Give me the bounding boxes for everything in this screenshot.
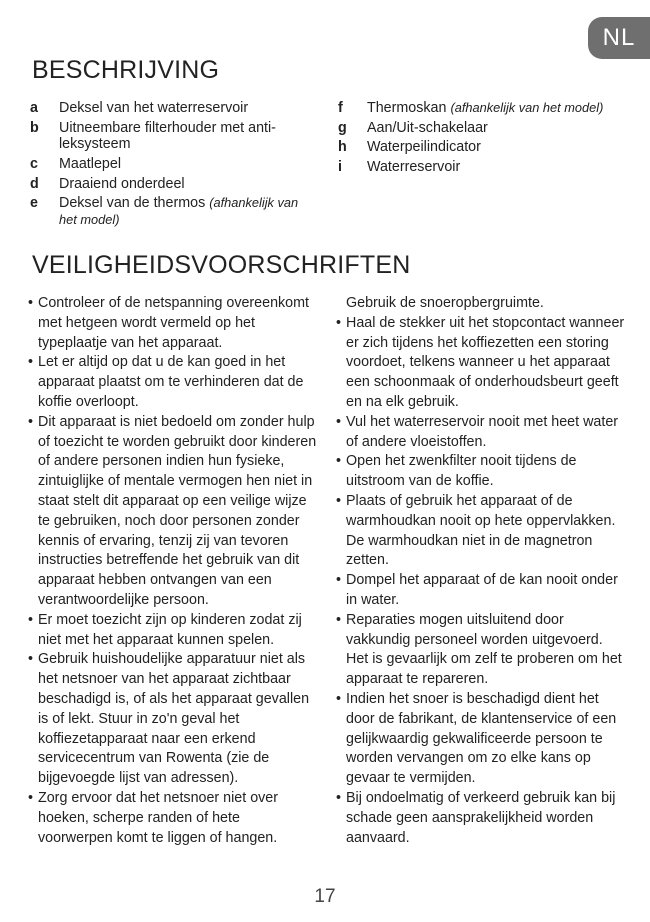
part-item xyxy=(338,159,638,176)
safety-instruction: • Controleer of de netspanning overeenkomt met hetgeen wordt vermeld op het typeplaatje van het apparaat. xyxy=(28,294,318,353)
safety-instruction: • Vul het waterreservoir nooit met heet water of andere vloeistoffen. xyxy=(336,413,628,453)
safety-instruction: • Let er altijd op dat u de kan goed in het apparaat plaatst om te verhinderen dat de koffie overloopt. xyxy=(28,353,318,412)
part-name: Draaiend onderdeel xyxy=(59,175,185,192)
safety-list-right xyxy=(336,294,628,848)
safety-instruction: • Indien het snoer is beschadigd dient het door de fabrikant, de klantenservice of een gelijkwaardig gekwalificeerde persoon te worden vervangen om zo elke kans op gevaar te vermijden. xyxy=(336,690,628,789)
part-item xyxy=(30,100,310,117)
part-letter: b xyxy=(30,119,39,136)
safety-instruction: • Haal de stekker uit het stopcontact wanneer er zich tijdens het koffiezetten een storing voordoet, telkens wanneer u het apparaat een schoonmaak of onderhoudsbeurt geeft en na elk gebruik. xyxy=(336,314,628,413)
part-item xyxy=(30,195,310,228)
part-item xyxy=(338,139,638,156)
model-note: (afhankelijk van het model) xyxy=(450,100,604,115)
part-letter: d xyxy=(30,175,39,192)
description-heading: BESCHRIJVING xyxy=(32,56,220,84)
safety-instruction: • Reparaties mogen uitsluitend door vakkundig personeel worden uitgevoerd. Het is gevaarlijk om zelf te proberen om het apparaat te repareren. xyxy=(336,611,628,690)
model-note: (afhankelijk van het model) xyxy=(59,195,299,227)
part-letter: f xyxy=(338,100,343,116)
part-letter: c xyxy=(30,155,38,172)
part-letter: e xyxy=(30,195,38,212)
safety-instruction: • Gebruik huishoudelijke apparatuur niet als het netsnoer van het apparaat zichtbaar beschadigd is, of als het apparaat gevallen is of lekt. Stuur in zo'n geval het koffiezetapparaat naar een erkend servicecentrum van Rowenta (zie de bijgevoegde lijst van adressen). xyxy=(28,650,318,789)
part-letter: a xyxy=(30,100,38,116)
safety-list-left xyxy=(28,294,318,848)
part-name xyxy=(367,100,638,117)
part-name: Uitneembare filterhouder met anti-leksysteem xyxy=(59,119,276,153)
safety-heading: VEILIGHEIDSVOORSCHRIFTEN xyxy=(32,251,411,279)
part-item xyxy=(338,120,638,137)
safety-instruction: • Er moet toezicht zijn op kinderen zodat zij niet met het apparaat kunnen spelen. xyxy=(28,611,318,651)
part-name-text: Thermoskan xyxy=(367,100,447,116)
parts-list-left xyxy=(30,100,310,231)
safety-instruction: • Dompel het apparaat of de kan nooit onder in water. xyxy=(336,571,628,611)
part-item xyxy=(338,100,638,117)
language-tab: NL xyxy=(588,17,650,59)
page-number: 17 xyxy=(314,886,336,907)
part-item xyxy=(30,176,310,193)
part-name: Waterpeilindicator xyxy=(367,139,481,156)
part-item xyxy=(30,156,310,173)
part-name: Aan/Uit-schakelaar xyxy=(367,119,488,136)
part-letter: i xyxy=(338,159,342,176)
part-letter: g xyxy=(338,119,347,136)
safety-instruction: • Plaats of gebruik het apparaat of de warmhoudkan nooit op hete oppervlakken. De warmhoudkan niet in de magnetron zetten. xyxy=(336,492,628,571)
part-name: Maatlepel xyxy=(59,155,121,172)
safety-instruction: • Dit apparaat is niet bedoeld om zonder hulp of toezicht te worden gebruikt door kinderen of andere personen indien hun fysieke, zintuiglijke of mentale vermogen hen niet in staat stelt dit apparaat op een veilige wijze te gebruiken, noch door personen zonder kennis of ervaring, tenzij zij van tevoren instructies betreffende het gebruik van dit apparaat hebben ontvangen van een verantwoordelijke persoon. xyxy=(28,413,318,611)
safety-instruction: • Bij ondoelmatig of verkeerd gebruik kan bij schade geen aansprakelijkheid worden aanvaard. xyxy=(336,789,628,848)
part-name-text: Deksel van de thermos xyxy=(59,195,206,212)
safety-instruction-continuation: Gebruik de snoeropbergruimte. xyxy=(346,295,544,311)
part-letter: h xyxy=(338,139,347,156)
part-item xyxy=(30,120,310,153)
safety-instruction: • Open het zwenkfilter nooit tijdens de uitstroom van de koffie. xyxy=(336,452,628,492)
part-name: Deksel van het waterreservoir xyxy=(59,100,249,116)
part-name: Waterreservoir xyxy=(367,159,461,176)
parts-list-right xyxy=(338,100,638,179)
safety-instruction: • Zorg ervoor dat het netsnoer niet over hoeken, scherpe randen of hete voorwerpen komt te liggen of hangen. xyxy=(28,789,318,848)
part-name xyxy=(59,195,310,228)
